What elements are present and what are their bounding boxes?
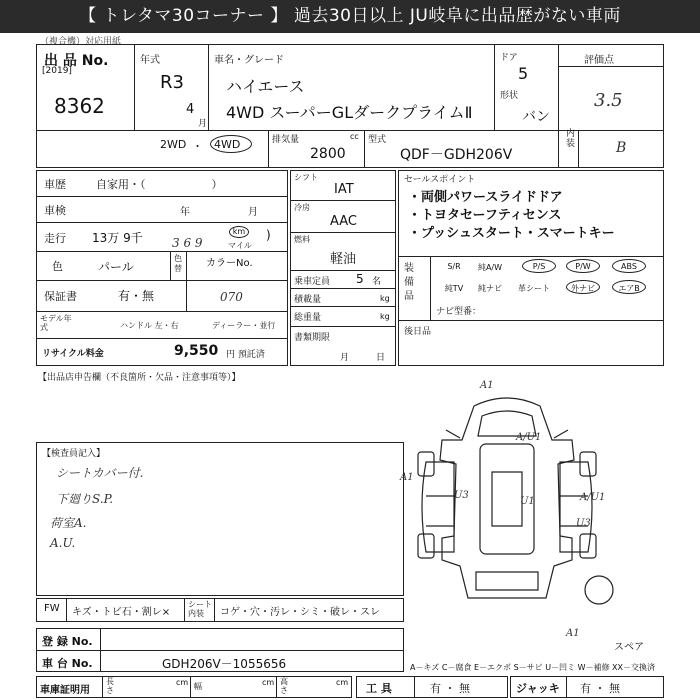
cert-height-unit: cm bbox=[336, 678, 349, 687]
doors-label: ドア bbox=[500, 53, 518, 63]
cert-width: 幅 bbox=[194, 682, 202, 691]
chassis-label: 車 台 No. bbox=[42, 657, 93, 670]
sales-point-2: ・トヨタセーフティセンス bbox=[408, 208, 562, 223]
chassis-value: GDH206V－1055656 bbox=[162, 657, 287, 671]
color-value: パール bbox=[98, 260, 134, 274]
model-year-label: モデル年式 bbox=[40, 314, 72, 332]
score-label: 評価点 bbox=[584, 55, 614, 66]
cert-length: 長さ bbox=[106, 677, 114, 695]
navi-label: ナビ型番： bbox=[436, 307, 482, 317]
capacity-label: 乗車定員 bbox=[294, 277, 331, 287]
shape-value: バン bbox=[522, 109, 550, 125]
equip-label: 装備品 bbox=[404, 263, 414, 302]
diag-mark-front: A1 bbox=[480, 380, 494, 391]
history-value: 自家用・（ ） bbox=[96, 178, 223, 191]
tools-value: 有 ・ 無 bbox=[430, 682, 470, 695]
cert-width-unit: cm bbox=[262, 678, 275, 687]
mileage-value: 13万 9千 bbox=[92, 231, 143, 245]
mileage-label: 走行 bbox=[44, 232, 66, 245]
mileage-hand: 3 6 9 bbox=[172, 236, 203, 250]
capacity-value: 5 bbox=[356, 272, 364, 286]
recycle-value: 9,550 bbox=[174, 343, 219, 359]
model-label: 型式 bbox=[368, 135, 387, 145]
diag-mark-right-rear: U3 bbox=[576, 518, 591, 529]
fuel-label: 燃料 bbox=[294, 235, 310, 244]
warranty-label: 保証書 bbox=[44, 290, 77, 303]
car-name: ハイエース bbox=[226, 77, 305, 96]
mileage-km: km bbox=[229, 226, 249, 238]
color-change-label: 色替 bbox=[174, 254, 182, 273]
displacement-label: 排気量 bbox=[272, 135, 300, 145]
inspector-note-3: 荷室A. bbox=[50, 516, 87, 530]
color-no-label: カラーNo. bbox=[206, 258, 253, 269]
lot-number: 8362 bbox=[54, 94, 105, 118]
recycle-label: リサイクル料金 bbox=[42, 349, 104, 359]
equip-abs: ABS bbox=[621, 262, 637, 271]
equip-tv: 純TV bbox=[444, 284, 464, 293]
cert-height: 高さ bbox=[280, 677, 288, 695]
fw-label: FW bbox=[44, 603, 60, 614]
sales-point-3: ・プッシュスタート・スマートキー bbox=[408, 226, 615, 241]
equip-leather: 革シート bbox=[518, 284, 550, 293]
jack-label: ジャッキ bbox=[516, 682, 560, 695]
equip-ext-navi: 外ナビ bbox=[571, 284, 595, 293]
ac-label: 冷房 bbox=[294, 203, 310, 212]
equip-ps: P/S bbox=[532, 262, 546, 271]
sales-point-1: ・両側パワースライドドア bbox=[408, 190, 563, 205]
year-value: R3 bbox=[160, 72, 184, 93]
drive-dot: ・ bbox=[192, 140, 203, 153]
banner: 【 トレタマ30コーナー 】 過去30日以上 JU岐阜に出品歴がない車両 bbox=[0, 0, 700, 33]
diag-mark-left-door: U3 bbox=[454, 490, 469, 501]
drive-4wd: 4WD bbox=[214, 138, 241, 151]
warranty-value: 有・無 bbox=[118, 289, 155, 303]
jack-value: 有 ・ 無 bbox=[580, 682, 620, 695]
cert-label: 車庫証明用 bbox=[40, 685, 90, 696]
diag-mark-right: A/U1 bbox=[580, 492, 606, 503]
inspector-label: 【検査員記入】 bbox=[42, 449, 106, 459]
ac-value: AAC bbox=[330, 214, 357, 229]
seat-label: シート内装 bbox=[188, 600, 212, 618]
mileage-paren: ) bbox=[266, 228, 271, 242]
cert-length-unit: cm bbox=[176, 678, 189, 687]
doors-value: 5 bbox=[518, 64, 529, 83]
gross-label: 総重量 bbox=[294, 313, 322, 323]
load-label: 積載量 bbox=[294, 295, 322, 305]
seller-label: 【出品店申告欄（不良箇所・欠品・注意事項等）】 bbox=[38, 373, 241, 383]
later-label: 後日品 bbox=[404, 327, 432, 337]
spare-label: スペア bbox=[614, 642, 644, 653]
equip-sr: S/R bbox=[447, 262, 461, 271]
equip-airbag: エアB bbox=[618, 284, 640, 293]
month-unit: 月 bbox=[198, 119, 208, 129]
recycle-unit: 円 預託済 bbox=[226, 350, 265, 360]
equip-pw: P/W bbox=[575, 262, 591, 271]
shape-label: 形状 bbox=[500, 91, 519, 101]
gross-unit: kg bbox=[380, 312, 390, 321]
docs-day: 日 bbox=[376, 353, 386, 363]
drive-2wd: 2WD bbox=[160, 138, 187, 151]
diag-mark-left: A1 bbox=[400, 472, 414, 483]
diag-mark-hood: A/U1 bbox=[516, 432, 542, 443]
diag-mark-rear: A1 bbox=[566, 628, 580, 639]
name-label: 車名・グレード bbox=[214, 55, 284, 66]
inspector-note-4: A.U. bbox=[50, 536, 76, 550]
month-value: 4 bbox=[186, 102, 195, 117]
inspection-year: 年 bbox=[180, 207, 190, 218]
tools-label: 工 具 bbox=[366, 682, 392, 695]
fw-value: キズ・トビ石・割レ× bbox=[72, 607, 171, 618]
car-grade: 4WD スーパーGLダークプライムⅡ bbox=[226, 103, 473, 122]
fuel-value: 軽油 bbox=[330, 252, 357, 267]
dealer-label: ディーラー・並行 bbox=[212, 321, 276, 330]
load-unit: kg bbox=[380, 294, 390, 303]
inspection-month: 月 bbox=[248, 207, 258, 218]
shift-value: IAT bbox=[334, 182, 354, 197]
reg-label: 登 録 No. bbox=[42, 635, 93, 648]
equip-aw: 純A/W bbox=[477, 263, 503, 272]
displacement-unit: cc bbox=[350, 132, 359, 141]
model-value: QDF－GDH206V bbox=[400, 147, 513, 163]
capacity-unit: 名 bbox=[372, 277, 382, 287]
inspector-note-1: シートカバー付. bbox=[56, 466, 144, 480]
shift-label: シフト bbox=[294, 173, 318, 182]
lot-year: [2019] bbox=[42, 66, 72, 76]
score-value: 3.5 bbox=[594, 90, 623, 111]
sales-label: セールスポイント bbox=[404, 175, 476, 185]
displacement-value: 2800 bbox=[310, 146, 346, 162]
mileage-mile: マイル bbox=[228, 241, 252, 250]
seat-value: コゲ・穴・汚レ・シミ・破レ・スレ bbox=[220, 607, 380, 618]
equip-navi: 純ナビ bbox=[478, 284, 502, 293]
docs-label: 書類期限 bbox=[294, 333, 331, 343]
inspection-label: 車検 bbox=[44, 204, 66, 217]
lot-label: 出 品 No. bbox=[44, 53, 109, 69]
top-note: （複合機）対応用紙 bbox=[40, 37, 122, 47]
interior-value: B bbox=[616, 140, 627, 156]
handle-label: ハンドル 左・右 bbox=[120, 321, 179, 330]
color-no-value: 070 bbox=[220, 290, 243, 304]
legend: A－キズ C－腐食 E－エクボ S－サビ U－凹ミ W－補修 XX－交換済 bbox=[410, 663, 656, 672]
interior-label: 内装 bbox=[566, 129, 576, 149]
docs-month: 月 bbox=[340, 353, 350, 363]
diag-mark-roof: U1 bbox=[520, 496, 535, 507]
year-label: 年式 bbox=[140, 55, 160, 66]
inspector-note-2: 下廻りS.P. bbox=[56, 492, 114, 506]
color-label: 色 bbox=[52, 260, 63, 273]
history-label: 車歴 bbox=[44, 178, 66, 191]
